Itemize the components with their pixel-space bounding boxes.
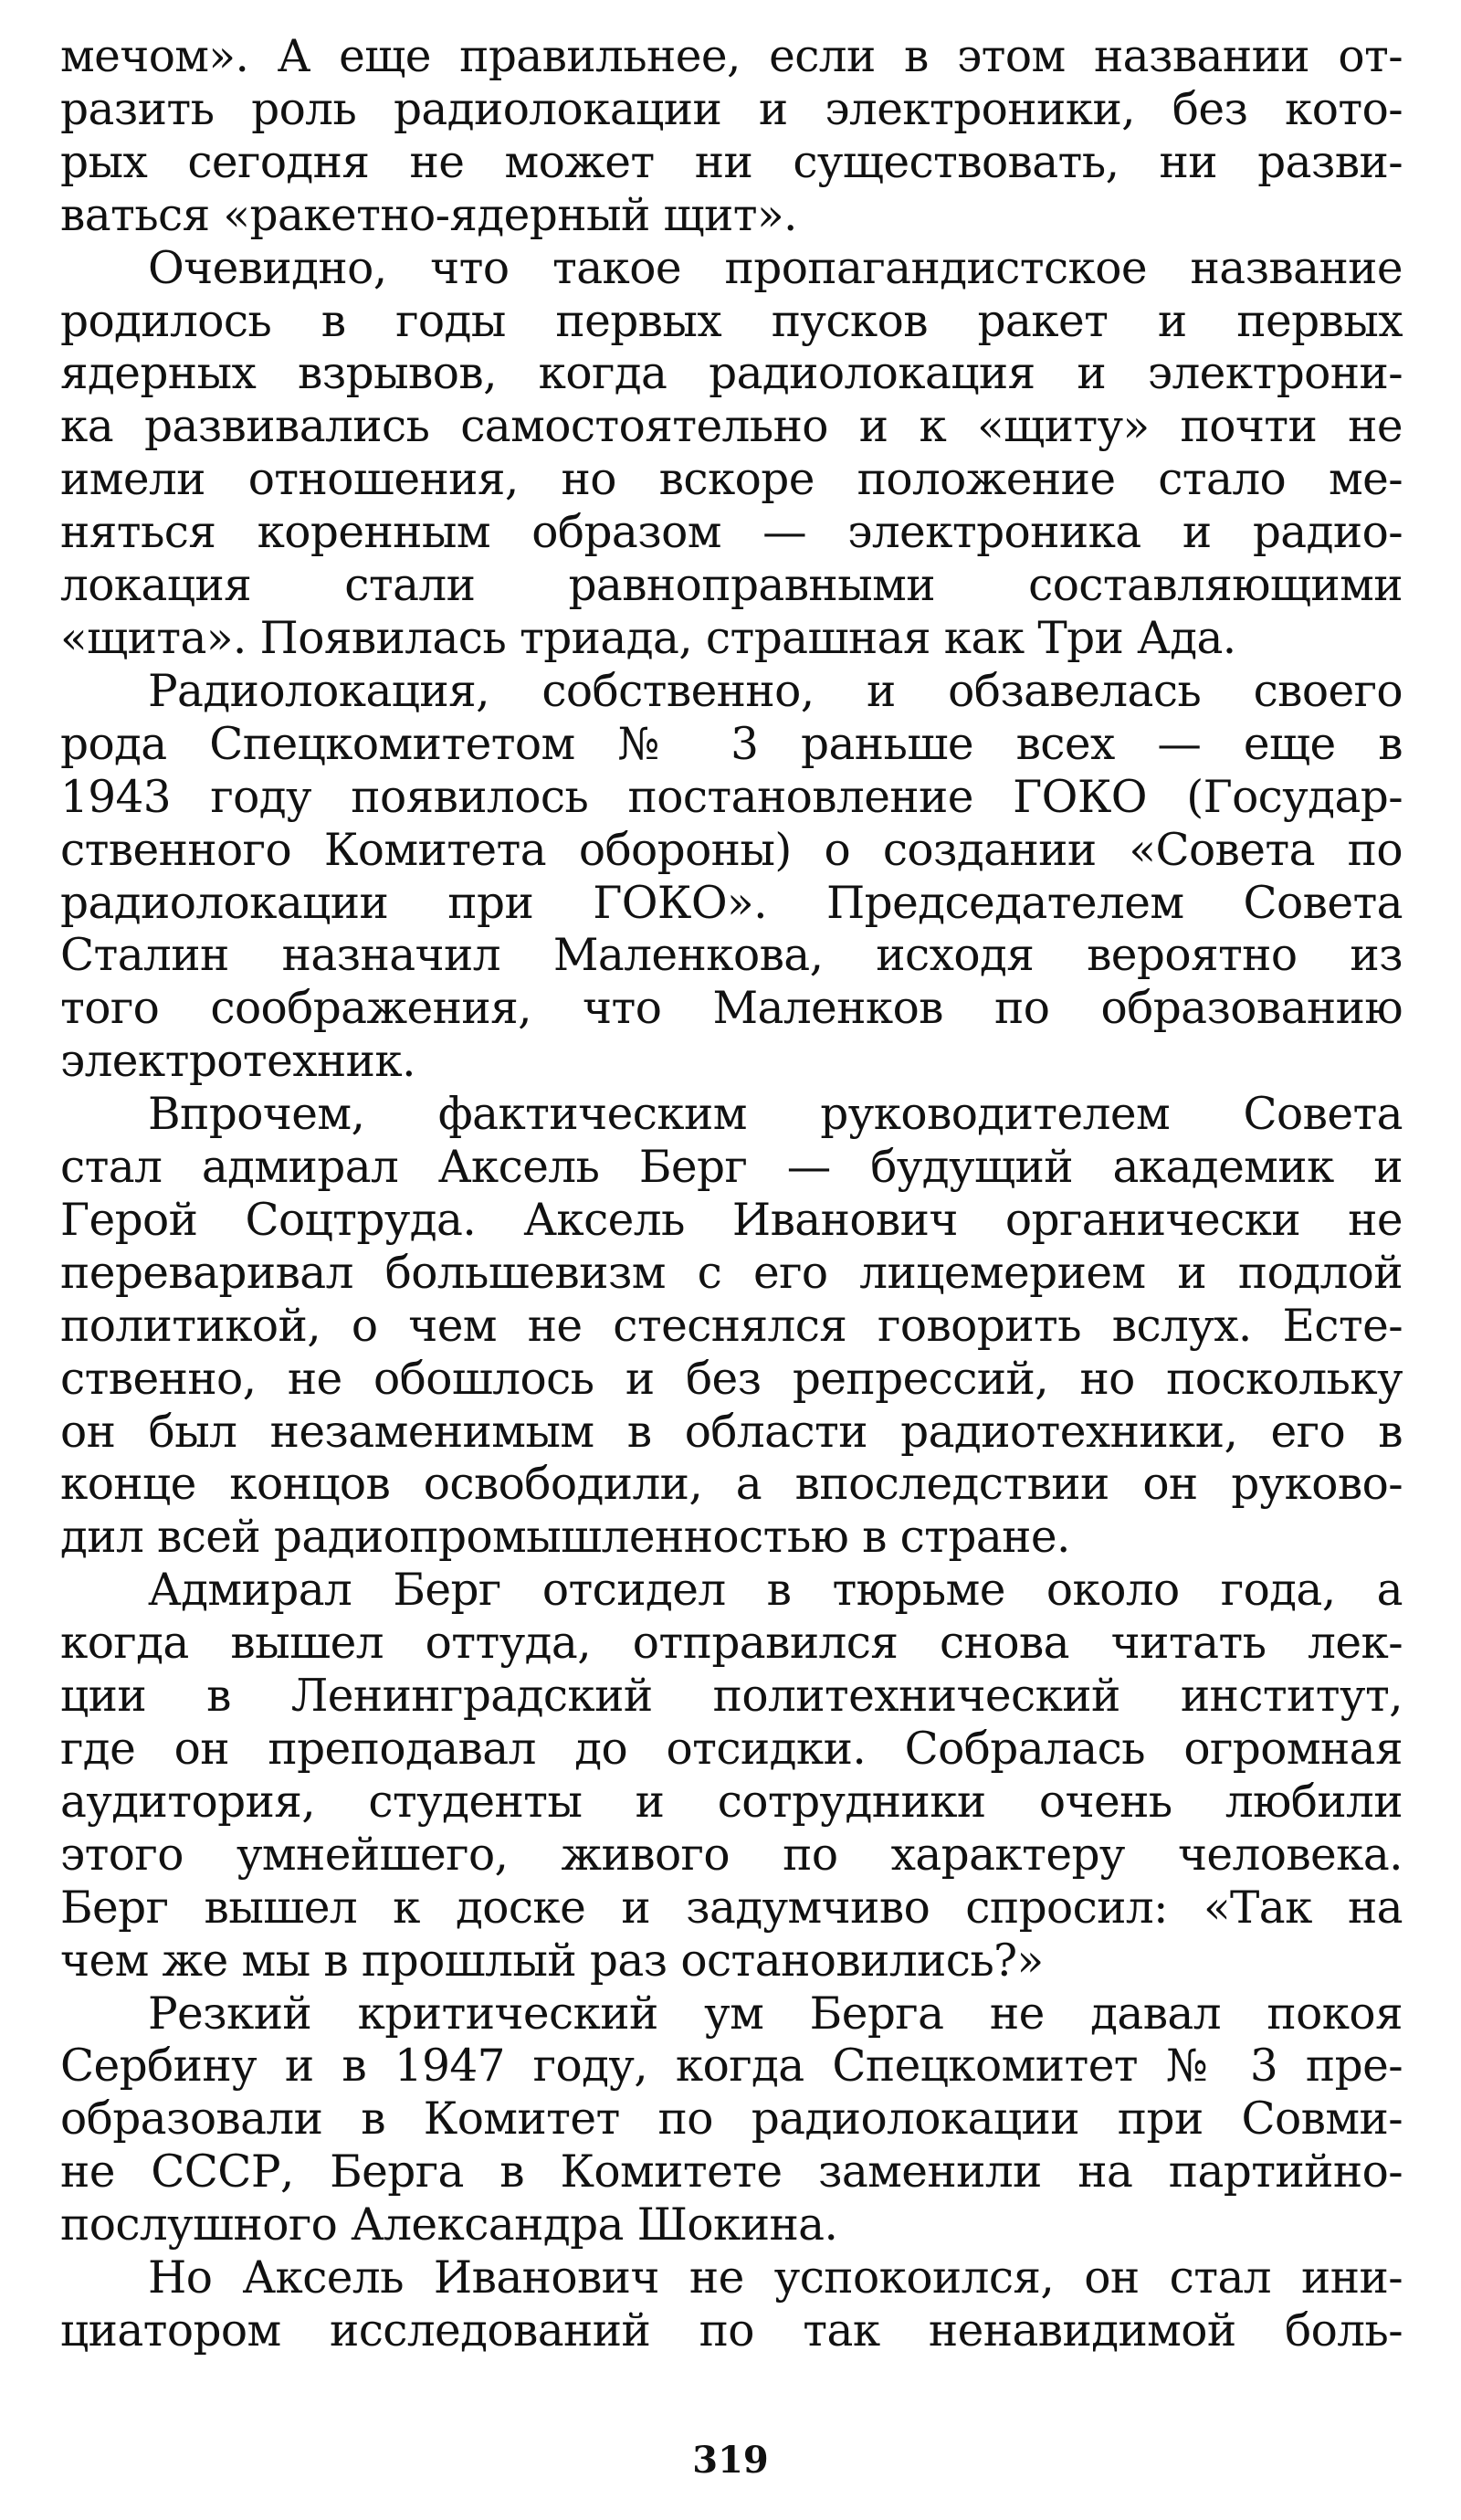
- text-line: Радиолокация, собственно, и обзавелась своего: [148, 665, 1403, 717]
- text-line: няться коренным образом — электроника и радио-: [60, 507, 1403, 559]
- text-line: Сербину и в 1947 году, когда Спецкомитет № 3 пре-: [60, 2040, 1403, 2093]
- text-line: Очевидно, что такое пропагандистское название: [148, 242, 1403, 294]
- text-line: Берг вышел к доске и задумчиво спросил: «Так на: [60, 1882, 1403, 1934]
- text-line: рых сегодня не может ни существовать, ни разви-: [60, 136, 1403, 188]
- text-line: разить роль радиолокации и электроники, без кото-: [60, 83, 1403, 135]
- text-line: послушного Александра Шокина.: [60, 2199, 838, 2251]
- paragraph: [60, 31, 1403, 243]
- text-line: дил всей радиопромышленностью в стране.: [60, 1512, 1070, 1564]
- paragraph: [60, 1988, 1403, 2253]
- paragraph: [60, 666, 1403, 1089]
- text-line: переваривал большевизм с его лицемерием и подлой: [60, 1247, 1403, 1299]
- text-line: рода Спецкомитетом № 3 раньше всех — еще в: [60, 718, 1403, 770]
- text-line: стал адмирал Аксель Берг — будущий академик и: [60, 1142, 1403, 1194]
- text-line: ции в Ленинградский политехнический институт,: [60, 1671, 1403, 1723]
- text-line: «щита». Появилась триада, страшная как Три Ада.: [60, 612, 1236, 664]
- text-line: политикой, о чем не стеснялся говорить вслух. Есте-: [60, 1300, 1403, 1352]
- text-line: где он преподавал до отсидки. Собралась огромная: [60, 1724, 1403, 1775]
- paragraph: [60, 1089, 1403, 1565]
- text-line: он был незаменимым в области радиотехники, его в: [60, 1406, 1403, 1458]
- paragraph: [60, 2252, 1403, 2358]
- text-line: локация стали равноправными составляющими: [60, 560, 1403, 612]
- text-line: ственно, не обошлось и без репрессий, но поскольку: [60, 1353, 1403, 1405]
- text-line: не СССР, Берга в Комитете заменили на партийно-: [60, 2146, 1403, 2198]
- text-line: того соображения, что Маленков по образованию: [60, 983, 1403, 1035]
- text-line: аудитория, студенты и сотрудники очень любили: [60, 1776, 1403, 1828]
- text-line: ственного Комитета обороны) о создании «Совета по: [60, 824, 1403, 876]
- text-line: радиолокации при ГОКО». Председателем Совета: [60, 877, 1403, 929]
- text-line: Но Аксель Иванович не успокоился, он стал ини-: [148, 2252, 1403, 2304]
- page-number: 319: [692, 2439, 769, 2482]
- paragraph: [60, 243, 1403, 666]
- text-line: ка развивались самостоятельно и к «щиту» почти не: [60, 401, 1403, 453]
- text-line: имели отношения, но вскоре положение стало ме-: [60, 454, 1403, 506]
- text-line: когда вышел оттуда, отправился снова читать лек-: [60, 1618, 1403, 1670]
- text-line: ядерных взрывов, когда радиолокация и электрони-: [60, 348, 1403, 400]
- text-line: чем же мы в прошлый раз остановились?»: [60, 1935, 1044, 1987]
- paragraph: [60, 1565, 1403, 1988]
- text-line: 1943 году появилось постановление ГОКО (Государ-: [60, 771, 1403, 823]
- text-line: циатором исследований по так ненавидимой боль-: [60, 2304, 1403, 2357]
- text-line: Впрочем, фактическим руководителем Совета: [148, 1089, 1403, 1141]
- text-line: электротехник.: [60, 1036, 415, 1088]
- text-line: Герой Соцтруда. Аксель Иванович органически не: [60, 1194, 1403, 1246]
- text-line: ваться «ракетно-ядерный щит».: [60, 189, 797, 241]
- text-line: Адмирал Берг отсидел в тюрьме около года, а: [148, 1565, 1403, 1617]
- text-line: конце концов освободили, а впоследствии он руково-: [60, 1459, 1403, 1511]
- page-body: [60, 31, 1403, 2358]
- text-line: Резкий критический ум Берга не давал покоя: [148, 1988, 1403, 2040]
- text-line: мечом». А еще правильнее, если в этом названии от-: [60, 31, 1403, 82]
- text-line: Сталин назначил Маленкова, исходя вероятно из: [60, 930, 1403, 982]
- text-line: родилось в годы первых пусков ракет и первых: [60, 295, 1403, 347]
- text-line: этого умнейшего, живого по характеру человека.: [60, 1829, 1403, 1881]
- text-line: образовали в Комитет по радиолокации при Совми-: [60, 2093, 1403, 2146]
